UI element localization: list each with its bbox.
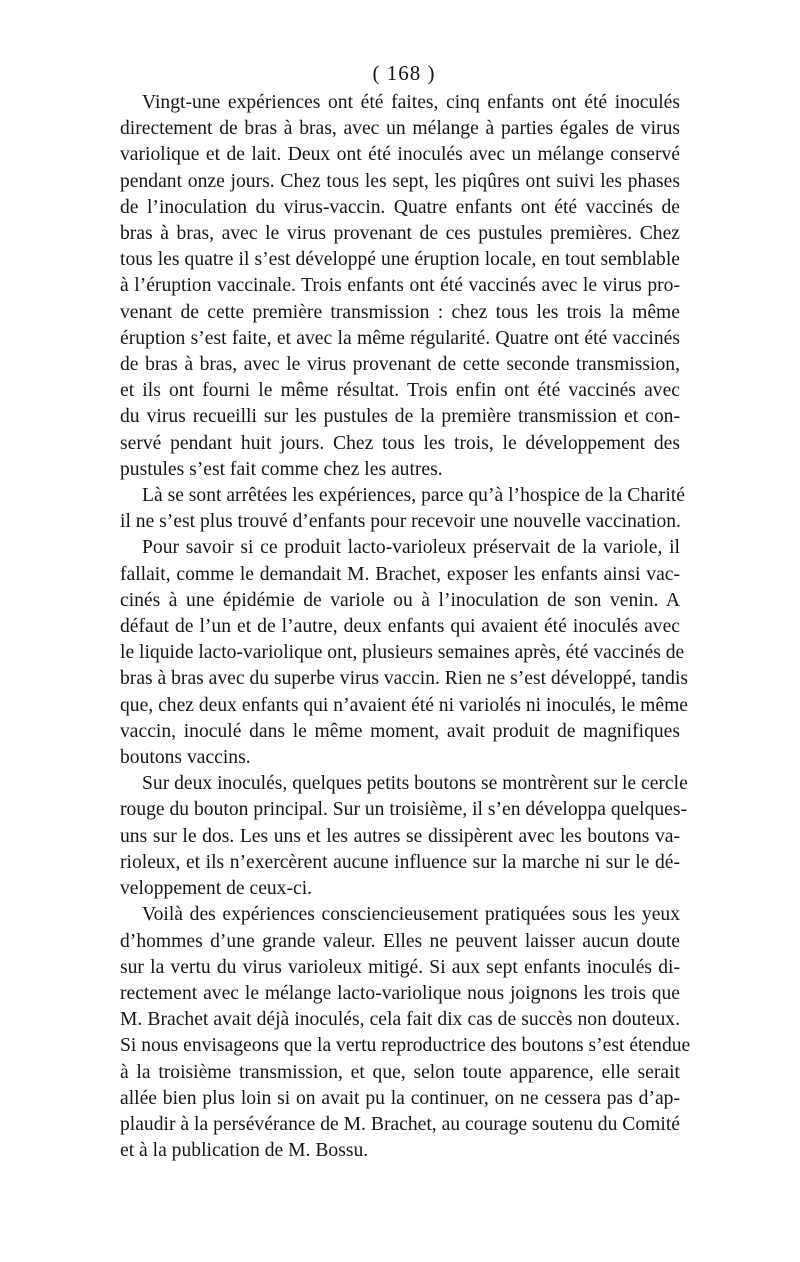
text-line: M. Brachet avait déjà inoculés, cela fait dix cas de succès non douteux.: [120, 1009, 680, 1031]
text-line: Vingt-une expériences ont été faites, cinq enfants ont été inoculés: [142, 92, 680, 113]
text-line: variolique et de lait. Deux ont été inoculés avec un mélange conservé: [120, 144, 680, 166]
text-line: Sur deux inoculés, quelques petits boutons se montrèrent sur le cercle: [142, 773, 688, 795]
text-line: éruption s’est faite, et avec la même régularité. Quatre ont été vaccinés: [120, 327, 680, 349]
text-line: rioleux, et ils n’exercèrent aucune influence sur la marche ni sur le dé-: [120, 851, 680, 873]
paragraph: [120, 90, 680, 483]
text-line: bras à bras, avec le virus provenant de ces pustules premières. Chez: [120, 223, 680, 245]
text-line: sur la vertu du virus varioleux mitigé. Si aux sept enfants inoculés di-: [120, 956, 680, 978]
text-line: et ils ont fourni le même résultat. Trois enfin ont été vaccinés avec: [120, 380, 680, 402]
text-line: défaut de l’un et de l’autre, deux enfants qui avaient été inoculés avec: [120, 616, 680, 638]
text-line: rectement avec le mélange lacto-variolique nous joignons les trois que: [120, 982, 680, 1004]
text-line: veloppement de ceux-ci.: [120, 878, 313, 900]
text-line: uns sur le dos. Les uns et les autres se dissipèrent avec les boutons va-: [120, 825, 680, 847]
text-line: à la troisième transmission, et que, selon toute apparence, elle serait: [120, 1061, 680, 1083]
text-line: cinés à une épidémie de variole ou à l’inoculation de son venin. A: [120, 589, 680, 611]
text-line: le liquide lacto-variolique ont, plusieurs semaines après, été vaccinés de: [120, 642, 685, 664]
page-body: [120, 90, 691, 1164]
text-line: il ne s’est plus trouvé d’enfants pour recevoir une nouvelle vaccination.: [120, 511, 681, 533]
paragraph: [120, 771, 688, 902]
text-line: du virus recueilli sur les pustules de la première transmission et con-: [120, 406, 680, 428]
text-line: de l’inoculation du virus-vaccin. Quatre enfants ont été vaccinés de: [120, 196, 680, 218]
text-line: tous les quatre il s’est développé une éruption locale, en tout semblable: [120, 249, 680, 271]
text-line: vaccin, inoculé dans le même moment, avait produit de magnifiques: [120, 720, 680, 742]
text-line: Pour savoir si ce produit lacto-varioleux préservait de la variole, il: [142, 537, 680, 559]
paragraph: [120, 535, 689, 771]
text-line: boutons vaccins.: [120, 747, 251, 769]
book-page: [120, 56, 691, 1164]
text-line: Si nous envisageons que la vertu reproductrice des boutons s’est étendue: [120, 1035, 691, 1057]
text-line: d’hommes d’une grande valeur. Elles ne peuvent laisser aucun doute: [120, 930, 680, 952]
text-line: pendant onze jours. Chez tous les sept, les piqûres ont suivi les phases: [120, 170, 680, 192]
text-line: directement de bras à bras, avec un mélange à parties égales de virus: [120, 118, 680, 140]
text-line: fallait, comme le demandait M. Brachet, exposer les enfants ainsi vac-: [120, 563, 680, 585]
text-line: Là se sont arrêtées les expériences, parce qu’à l’hospice de la Charité: [142, 485, 685, 507]
text-line: et à la publication de M. Bossu.: [120, 1140, 369, 1162]
text-line: servé pendant huit jours. Chez tous les trois, le développement des: [120, 432, 680, 454]
paragraph: [120, 483, 685, 535]
text-line: de bras à bras, avec le virus provenant de cette seconde transmission,: [120, 354, 680, 376]
paragraph: [120, 902, 691, 1164]
text-line: que, chez deux enfants qui n’avaient été ni variolés ni inoculés, le même: [120, 694, 689, 716]
page-number: ( 168 ): [372, 61, 436, 85]
text-line: allée bien plus loin si on avait pu la continuer, on ne cessera pas d’ap-: [120, 1087, 680, 1109]
text-line: rouge du bouton principal. Sur un troisième, il s’en développa quelques-: [120, 799, 688, 821]
text-line: venant de cette première transmission : chez tous les trois la même: [120, 301, 680, 323]
text-line: à l’éruption vaccinale. Trois enfants ont été vaccinés avec le virus pro-: [120, 275, 680, 297]
text-line: pustules s’est fait comme chez les autres.: [120, 458, 443, 480]
text-line: Voilà des expériences consciencieusement pratiquées sous les yeux: [142, 904, 680, 926]
text-line: bras à bras avec du superbe virus vaccin. Rien ne s’est développé, tandis: [120, 668, 689, 690]
text-line: plaudir à la persévérance de M. Brachet, au courage soutenu du Comité: [120, 1113, 680, 1135]
